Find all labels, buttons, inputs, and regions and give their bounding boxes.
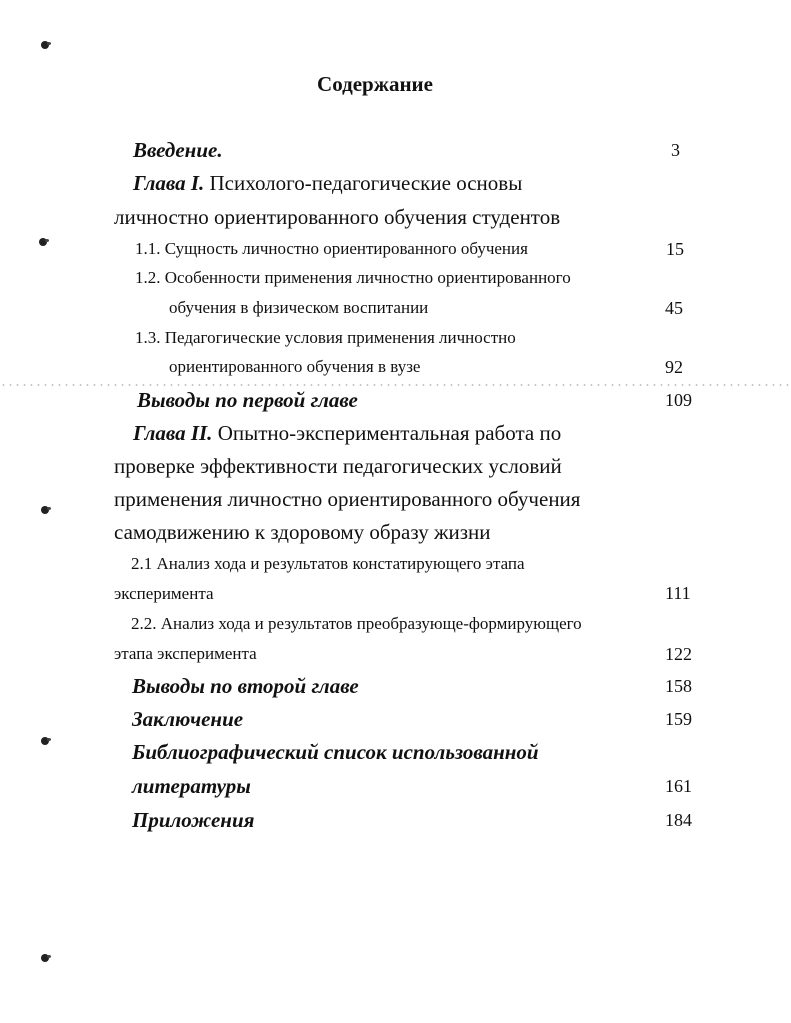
toc-page-number: 111: [665, 583, 691, 603]
toc-page-number: 92: [665, 357, 683, 377]
toc-entry-conclusion: Заключение: [132, 707, 244, 731]
toc-entry-2-1-cont: эксперимента: [114, 584, 214, 603]
toc-entry-chapter-1-cont: личностно ориентированного обучения студентов: [114, 205, 561, 229]
toc-page-number: 184: [665, 810, 692, 830]
toc-page-number: 3: [671, 140, 680, 160]
toc-page-number: 161: [665, 776, 692, 796]
toc-entry-appendices: Приложения: [132, 808, 255, 832]
toc-entry-chapter-2-cont: самодвижению к здоровому образу жизни: [114, 520, 491, 544]
punch-hole-mark: [41, 737, 49, 745]
toc-entry-1-1: 1.1. Сущность личностно ориентированного обучения: [135, 239, 528, 258]
punch-hole-mark: [41, 41, 49, 49]
toc-entry-bibliography: Библиографический список использованной: [132, 740, 539, 764]
toc-entry-bibliography-cont: литературы: [132, 774, 251, 798]
chapter-title-part: Опытно-экспериментальная работа по: [212, 421, 562, 445]
toc-entry-chapter-2-cont: проверке эффективности педагогических условий: [114, 454, 562, 478]
toc-entry-1-3-cont: ориентированного обучения в вузе: [169, 357, 421, 376]
toc-entry-chapter-2: [133, 421, 561, 446]
toc-page-number: 45: [665, 298, 683, 318]
scan-noise-line: [0, 384, 791, 386]
toc-entry-1-3: 1.3. Педагогические условия применения личностно: [135, 328, 516, 347]
toc-entry-conclusions-1: Выводы по первой главе: [137, 388, 358, 412]
punch-hole-mark: [39, 238, 47, 246]
toc-page-number: 159: [665, 709, 692, 729]
chapter-title-part: Психолого-педагогические основы: [204, 171, 523, 195]
toc-entry-introduction: Введение.: [133, 138, 223, 162]
toc-entry-chapter-2-cont: применения личностно ориентированного обучения: [114, 487, 581, 511]
chapter-label: Глава II.: [133, 421, 213, 445]
toc-entry-chapter-1: [133, 171, 522, 196]
toc-entry-conclusions-2: Выводы по второй главе: [132, 674, 359, 698]
punch-hole-mark: [41, 506, 49, 514]
toc-entry-1-2-cont: обучения в физическом воспитании: [169, 298, 429, 317]
toc-page-number: 109: [665, 390, 692, 410]
toc-entry-2-2: 2.2. Анализ хода и результатов преобразующе-формирующего: [131, 614, 582, 633]
punch-hole-mark: [41, 954, 49, 962]
chapter-label: Глава I.: [133, 171, 205, 195]
toc-entry-2-2-cont: этапа эксперимента: [114, 644, 257, 663]
toc-entry-2-1: 2.1 Анализ хода и результатов констатирующего этапа: [131, 554, 525, 573]
toc-entry-1-2: 1.2. Особенности применения личностно ориентированного: [135, 268, 571, 287]
toc-page-number: 158: [665, 676, 692, 696]
toc-page-number: 15: [666, 239, 684, 259]
toc-page-number: 122: [665, 644, 692, 664]
page-title: Содержание: [317, 72, 433, 96]
